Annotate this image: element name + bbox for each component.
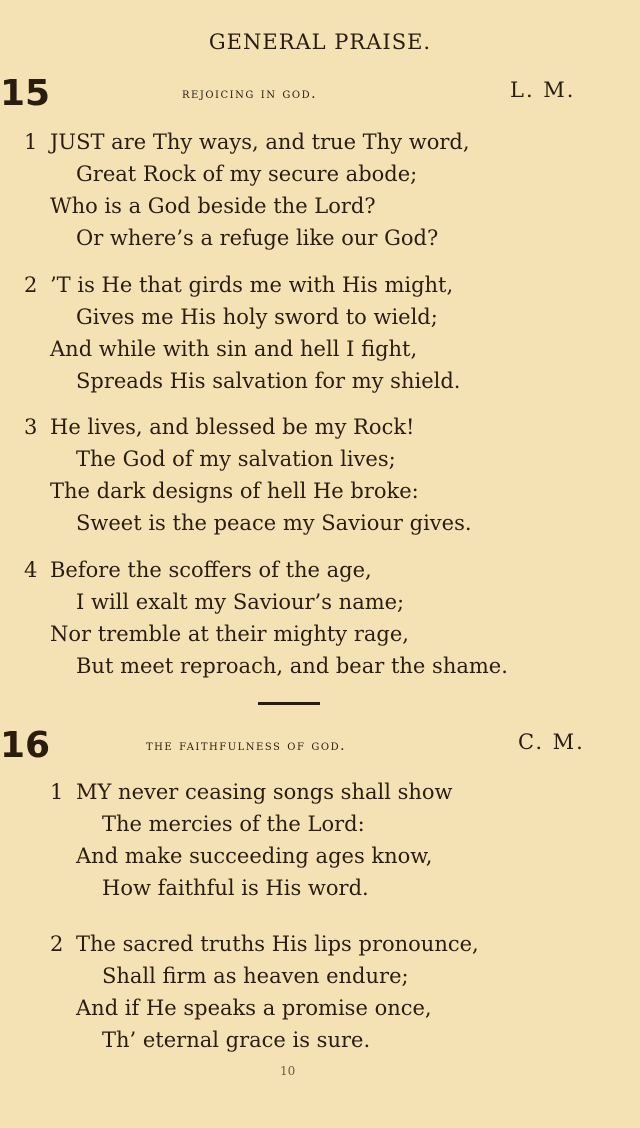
- hymn-number: 15: [0, 73, 51, 114]
- verse-line: [50, 190, 470, 222]
- verse-line: [76, 158, 470, 190]
- verse-line: [76, 301, 460, 333]
- verse-text: And if He speaks a promise once,: [76, 996, 432, 1020]
- verse-line: [76, 586, 508, 618]
- verse-text: How faithful is His word.: [102, 876, 369, 900]
- verse-line: [76, 650, 508, 682]
- verse-text: Sweet is the peace my Saviour gives.: [76, 511, 472, 535]
- section-divider: [258, 702, 320, 705]
- hymn-number: 16: [0, 725, 51, 766]
- hymn-meter: C. M.: [518, 730, 585, 754]
- stanza: [24, 269, 461, 397]
- verse-line: [102, 808, 453, 840]
- stanza-number: 1: [24, 130, 38, 154]
- verse-line: [102, 960, 479, 992]
- stanza: [50, 776, 453, 904]
- verse-line: [102, 1024, 479, 1056]
- verse-text: And make succeeding ages know,: [76, 844, 433, 868]
- verse-text: He lives, and blessed be my Rock!: [50, 415, 415, 439]
- verse-line: [76, 507, 472, 539]
- verse-text: Spreads His salvation for my shield.: [76, 369, 461, 393]
- verse-text: Great Rock of my secure abode;: [76, 162, 418, 186]
- verse-text: Th’ eternal grace is sure.: [102, 1028, 371, 1052]
- hymn-header: [0, 74, 640, 118]
- verse-line: [50, 618, 508, 650]
- verse-line: [50, 928, 479, 960]
- verse-text: Nor tremble at their mighty rage,: [50, 622, 409, 646]
- verse-line: [76, 840, 453, 872]
- verse-line: [24, 269, 460, 301]
- verse-text: The mercies of the Lord:: [102, 812, 365, 836]
- verse-line: [50, 776, 453, 808]
- verse-text: The dark designs of hell He broke:: [50, 479, 419, 503]
- hymn-title: the faithfulness of god.: [146, 738, 347, 754]
- stanza: [24, 411, 472, 539]
- hymn-title: rejoicing in god.: [182, 86, 318, 102]
- stanza: [24, 126, 470, 254]
- verse-line: [24, 554, 508, 586]
- verse-text: MY never ceasing songs shall show: [76, 780, 453, 804]
- verse-text: And while with sin and hell I fight,: [50, 337, 418, 361]
- verse-line: [76, 992, 479, 1024]
- verse-text: Gives me His holy sword to wield;: [76, 305, 438, 329]
- stanza: [50, 928, 479, 1056]
- verse-line: [76, 222, 470, 254]
- stanza-number: 2: [24, 273, 38, 297]
- stanza-number: 4: [24, 558, 38, 582]
- verse-line: [76, 365, 460, 397]
- stanza: [24, 554, 508, 682]
- verse-line: [24, 126, 470, 158]
- verse-line: [50, 475, 472, 507]
- verse-text: The sacred truths His lips pronounce,: [76, 932, 479, 956]
- hymn-meter: L. M.: [510, 78, 576, 102]
- stanza-number: 3: [24, 415, 38, 439]
- verse-text: Who is a God beside the Lord?: [50, 194, 376, 218]
- stanza-number: 2: [50, 932, 64, 956]
- hymn-header: [0, 726, 640, 770]
- verse-line: [76, 443, 472, 475]
- stanza-number: 1: [50, 780, 64, 804]
- verse-line: [50, 333, 460, 365]
- verse-text: Or where’s a refuge like our God?: [76, 226, 439, 250]
- page-number: 10: [280, 1064, 296, 1078]
- verse-text: The God of my salvation lives;: [76, 447, 396, 471]
- verse-text: Shall firm as heaven endure;: [102, 964, 409, 988]
- verse-text: But meet reproach, and bear the shame.: [76, 654, 508, 678]
- running-head: GENERAL PRAISE.: [208, 30, 432, 54]
- verse-text: JUST are Thy ways, and true Thy word,: [50, 130, 470, 154]
- verse-text: I will exalt my Saviour’s name;: [76, 590, 405, 614]
- verse-text: Before the scoffers of the age,: [50, 558, 372, 582]
- verse-text: ’T is He that girds me with His might,: [50, 273, 454, 297]
- verse-line: [24, 411, 472, 443]
- verse-line: [102, 872, 453, 904]
